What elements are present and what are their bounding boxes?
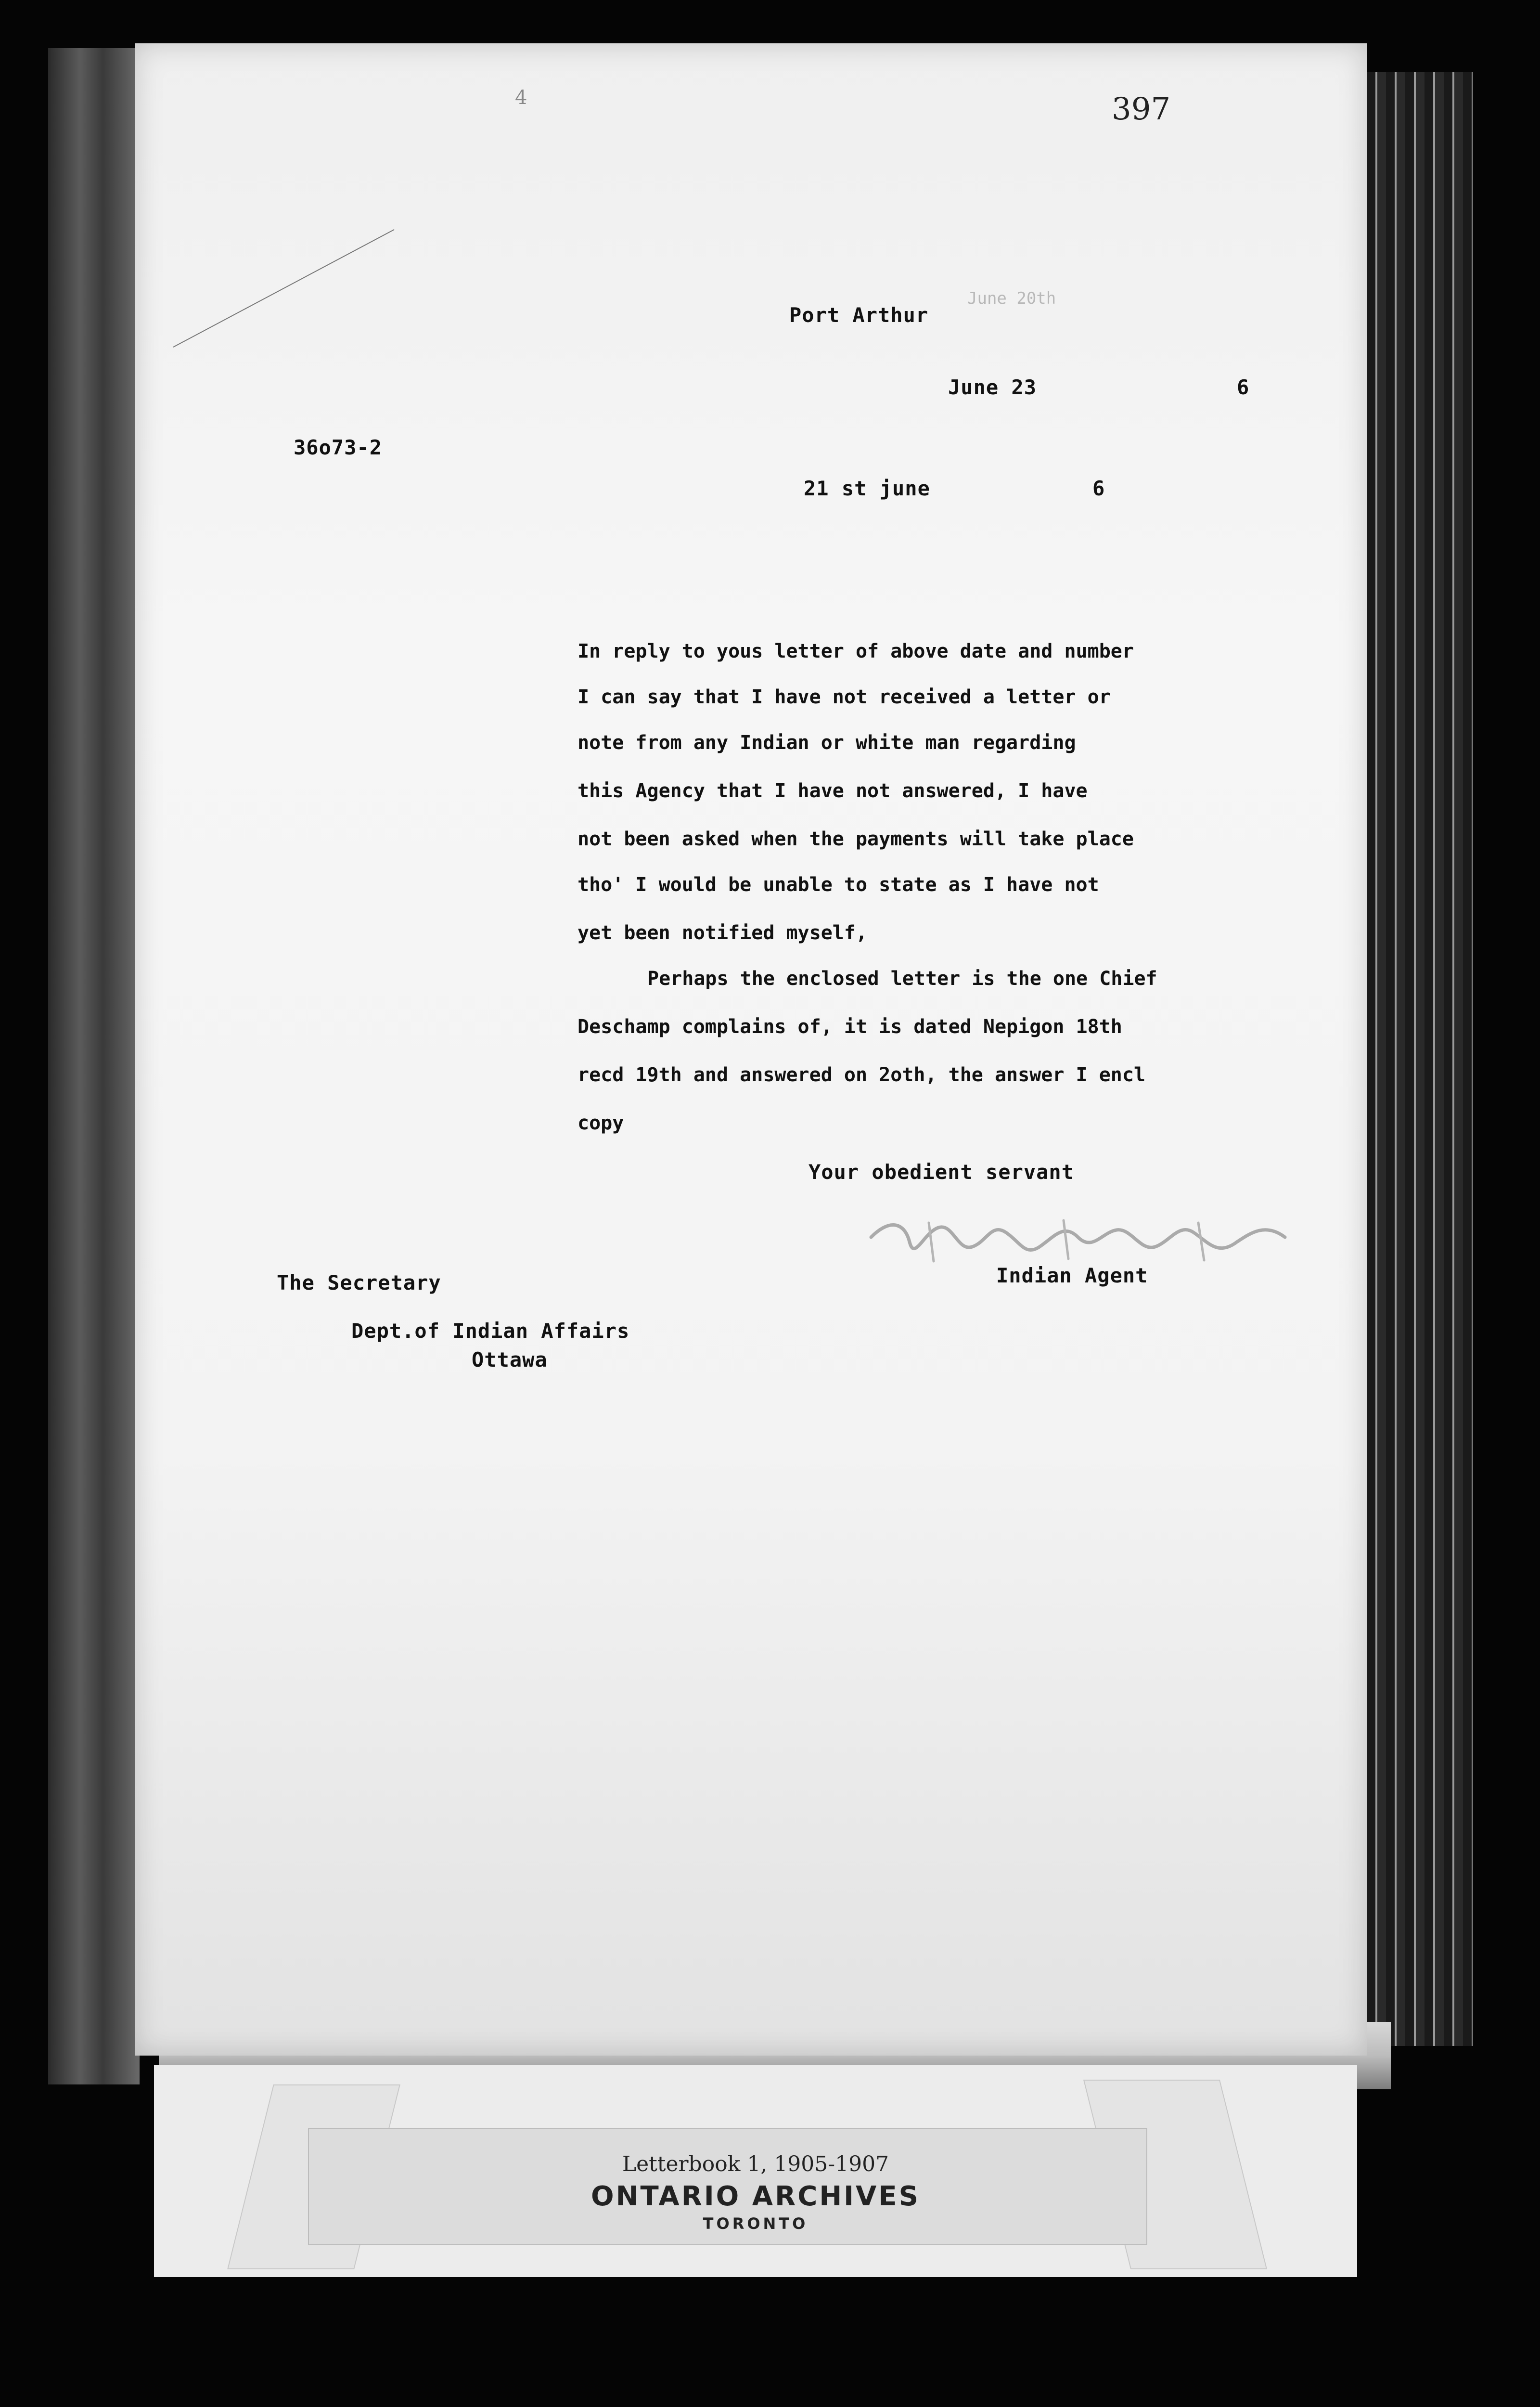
recipient-line-1: The Secretary [277,1271,441,1294]
letter-date-suffix: 6 [1237,375,1250,399]
body-line: note from any Indian or white man regarding [578,732,1076,754]
bleed-through-text: June 20th [967,289,1056,308]
closing-salutation: Your obedient servant [808,1160,1075,1184]
recipient-line-3: Ottawa [472,1348,548,1372]
recipient-line-2: Dept.of Indian Affairs [351,1319,630,1343]
file-number: 36o73-2 [294,436,383,459]
letter-page [135,43,1367,2056]
closing-title: Indian Agent [996,1264,1148,1287]
body-line: In reply to yous letter of above date and number [578,640,1134,662]
pencil-mark: 4 [515,87,527,109]
body-line: not been asked when the payments will take place [578,828,1134,850]
page-number: 397 [1112,91,1171,127]
archive-name: ONTARIO ARCHIVES [591,2181,920,2212]
letter-date: June 23 [948,375,1037,399]
body-line: Perhaps the enclosed letter is the one Chief [647,968,1157,990]
body-line: recd 19th and answered on 2oth, the answer I encl [578,1064,1146,1086]
body-line: I can say that I have not received a letter or [578,686,1111,708]
reference-date-suffix: 6 [1092,477,1105,500]
body-line: tho' I would be unable to state as I have not [578,874,1099,896]
archive-caption: Letterbook 1, 1905-1907 [622,2152,889,2176]
binding-strip [48,48,140,2084]
place: Port Arthur [789,303,929,327]
reference-date: 21 st june [804,477,930,500]
archive-city: TORONTO [703,2214,808,2233]
body-line: yet been notified myself, [578,922,868,944]
body-line: copy [578,1112,624,1134]
body-line: this Agency that I have not answered, I have [578,780,1088,802]
body-line: Deschamp complains of, it is dated Nepigon 18th [578,1016,1122,1038]
